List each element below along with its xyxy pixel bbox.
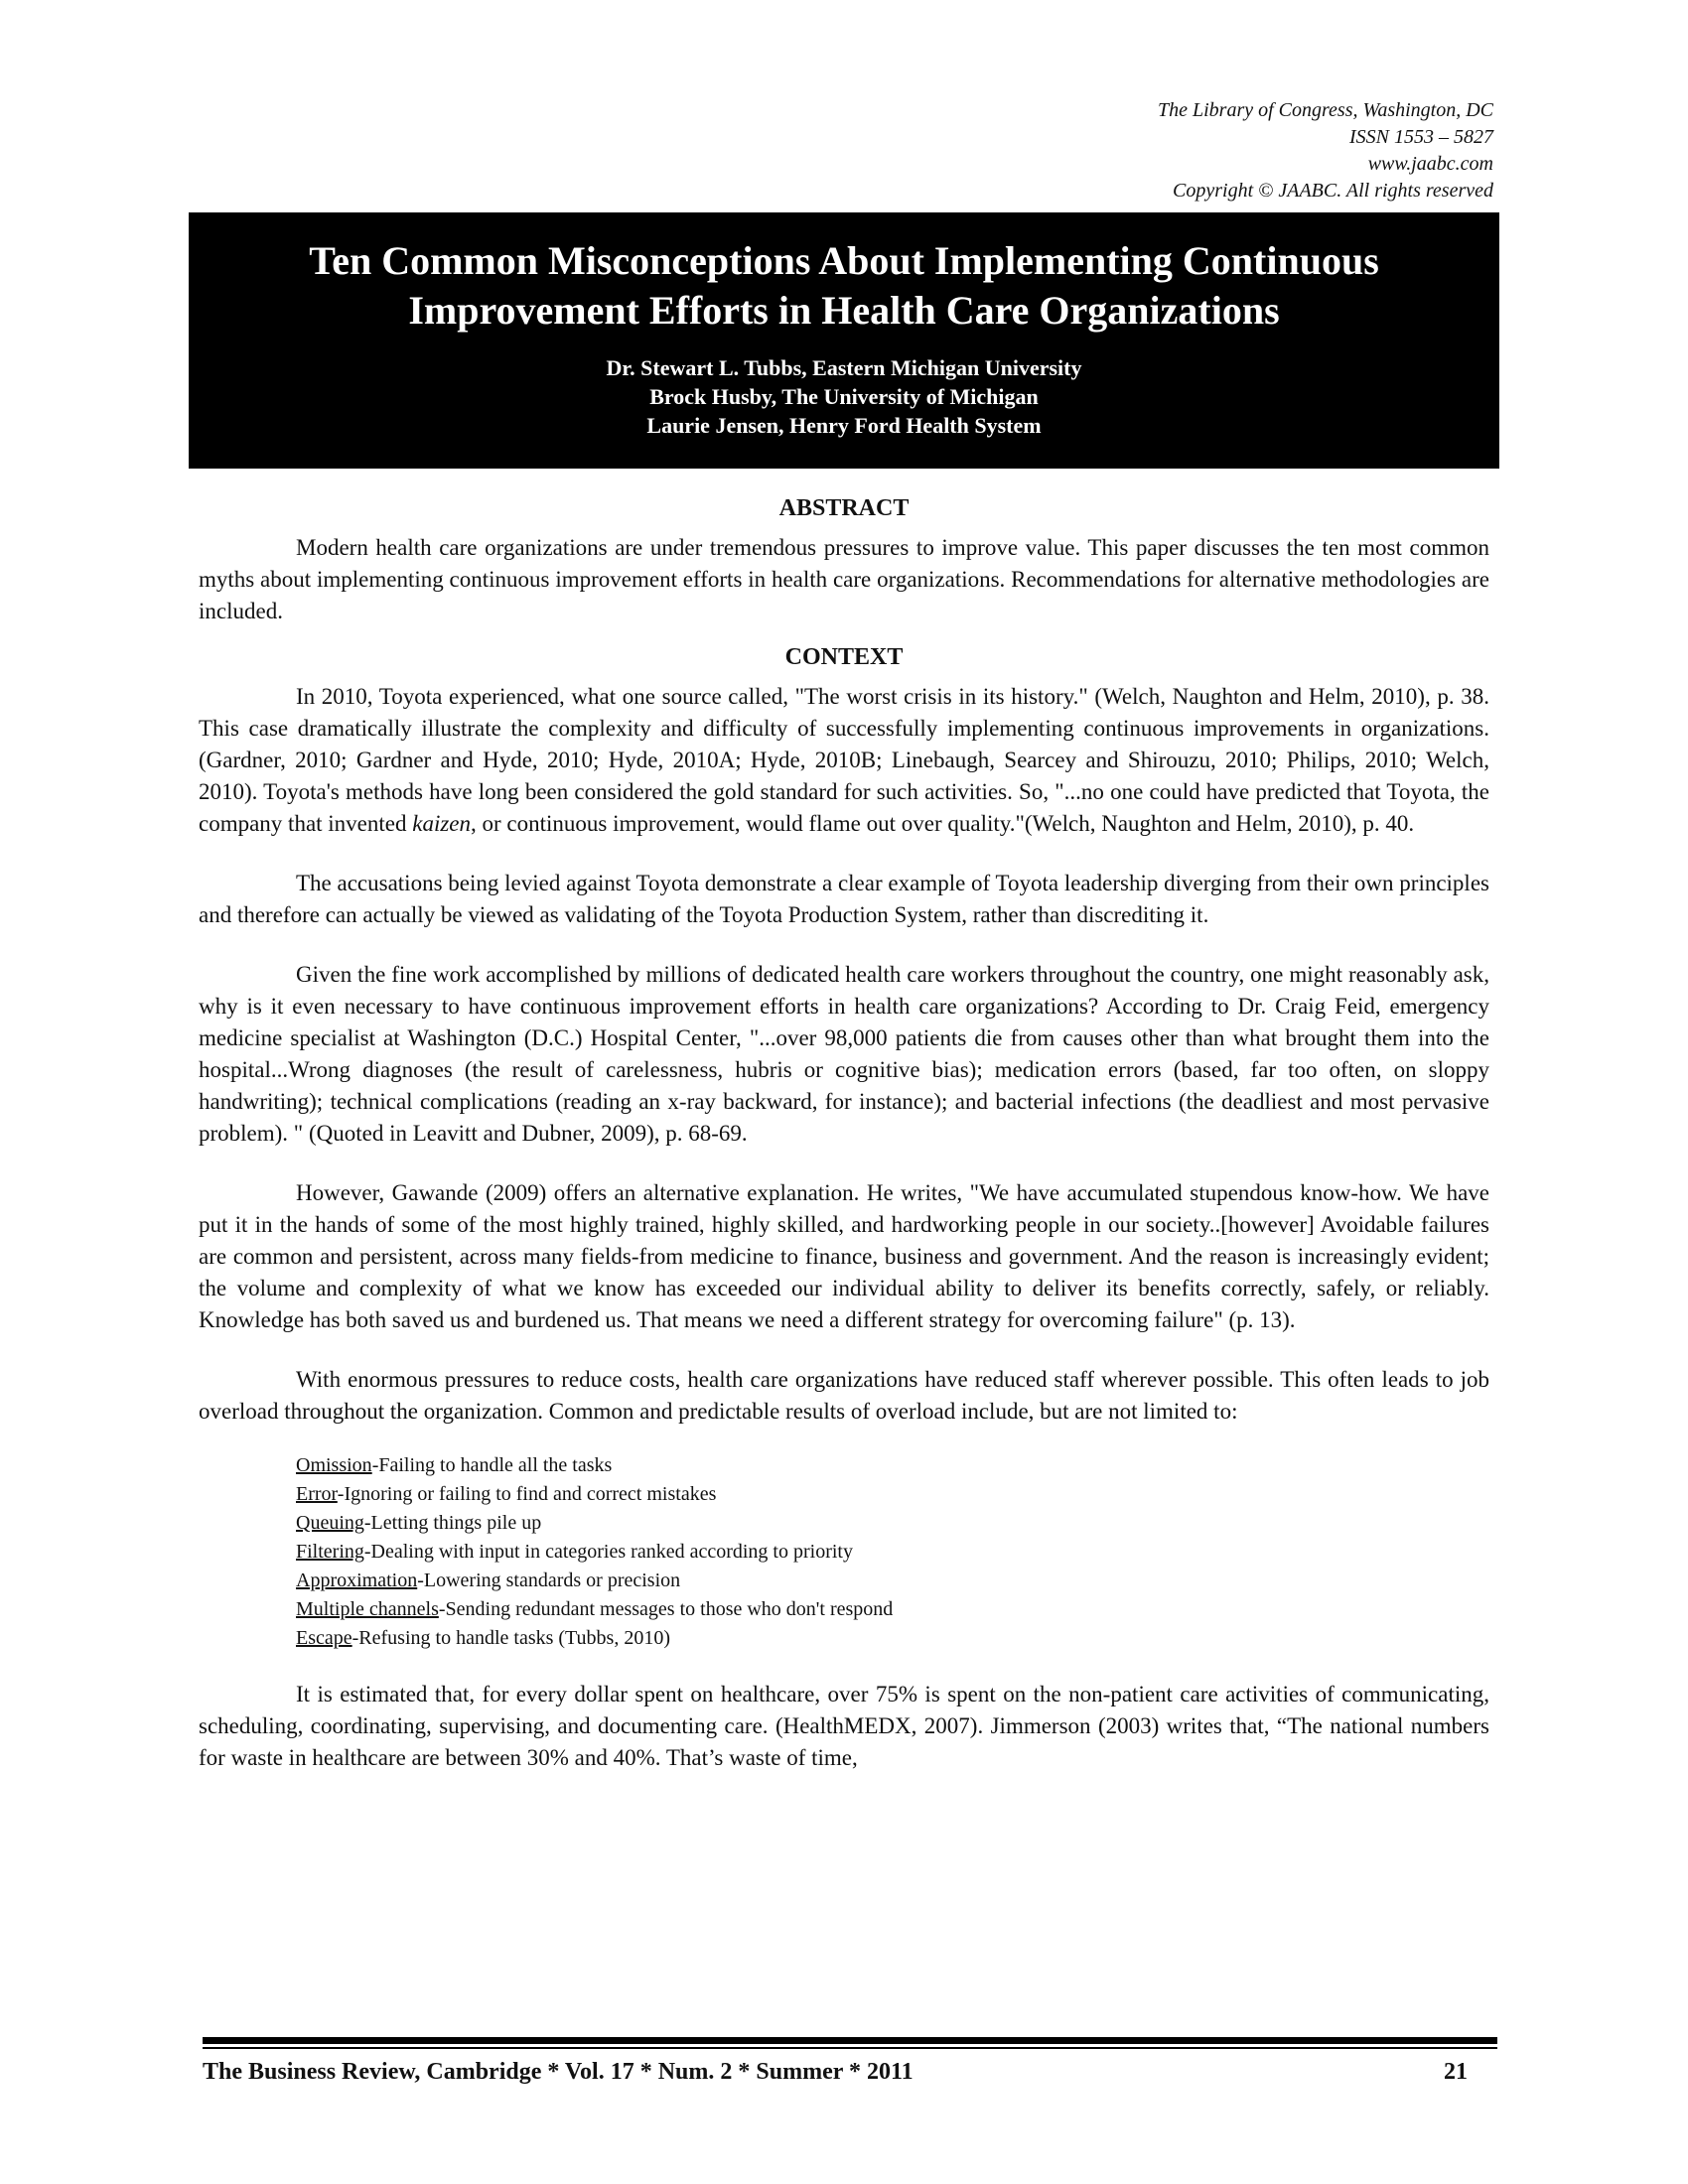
list-item — [296, 1595, 1489, 1624]
list-desc: -Dealing with input in categories ranked according to priority — [363, 1541, 853, 1563]
publication-info-line: ISSN 1553 – 5827 — [1349, 126, 1493, 148]
paper-title-line: Ten Common Misconceptions About Implementing Continuous — [309, 238, 1379, 283]
context-paragraph-6: It is estimated that, for every dollar spent on healthcare, over 75% is spent on the non-patient care activities of communicating, scheduling, coordinating, supervising, and documenting care. (HealthMEDX, 2007). Jimmerson (2003) writes that, “The national numbers for waste in healthcare are between 30% and 40%. That’s waste of time, — [199, 1682, 1489, 1770]
list-term: Filtering — [296, 1541, 364, 1563]
paragraph-text: In 2010, Toyota experienced, what one source called, "The worst crisis in its history." (Welch, Naughton and Helm, 2010), p. 38. This case dramatically illustrate the complexity and difficulty of successfully implementing continuous improvements in organizations. (Gardner, 2010; Gardner and Hyde, 2010; Hyde, 2010A; Hyde, 2010B; Linebaugh, Searcey and Shirouzu, 2010; Philips, 2010; Welch, 2010). Toyota's methods have long been considered the gold standard for such activities. So, "...no one could have predicted that Toyota, the company that invented — [199, 684, 1489, 836]
footer-rule — [203, 2037, 1497, 2044]
context-paragraph-3: Given the fine work accomplished by millions of dedicated health care workers throughout the country, one might reasonably ask, why is it even necessary to have continuous improvement efforts in health care organizations? According to Dr. Craig Feid, emergency medicine specialist at Washington (D.C.) Hospital Center, "...over 98,000 patients die from causes other than what brought them into the hospital...Wrong diagnoses (the result of carelessness, hubris or cognitive bias); medication errors (based, far too often, on sloppy handwriting); technical complications (reading an x-ray backward, for instance); and bacterial infections (the deadliest and most pervasive problem). " (Quoted in Leavitt and Dubner, 2009), p. 68-69. — [199, 962, 1489, 1146]
context-paragraph-4: However, Gawande (2009) offers an alternative explanation. He writes, "We have accumulated stupendous know-how. We have put it in the hands of some of the most highly trained, highly skilled, and hardworking people in our society..[however] Avoidable failures are common and persistent, across many fields-from medicine to finance, business and government. And the reason is increasingly evident; the volume and complexity of what we know has exceeded our individual ability to deliver its benefits correctly, safely, or reliably. Knowledge has both saved us and burdened us. That means we need a different strategy for overcoming failure" (p. 13). — [199, 1180, 1489, 1332]
author: Dr. Stewart L. Tubbs, Eastern Michigan University — [606, 355, 1082, 380]
context-paragraph-2: The accusations being levied against Toyota demonstrate a clear example of Toyota leadership diverging from their own principles and therefore can actually be viewed as validating of the Toyota Production System, rather than discrediting it. — [199, 871, 1489, 927]
context-heading: CONTEXT — [784, 644, 904, 670]
paper-body — [199, 492, 1489, 1802]
list-term: Queuing — [296, 1512, 364, 1534]
publication-info-line: The Library of Congress, Washington, DC — [1157, 99, 1493, 121]
footer-rule-thin — [203, 2047, 1497, 2049]
list-desc: -Lowering standards or precision — [417, 1570, 681, 1591]
publication-info — [1158, 97, 1493, 205]
publication-info-line: Copyright © JAABC. All rights reserved — [1173, 180, 1493, 202]
paper-title-line: Improvement Efforts in Health Care Organizations — [408, 288, 1280, 333]
list-term: Multiple channels — [296, 1598, 439, 1620]
title-banner — [189, 212, 1499, 469]
context-paragraph-1 — [199, 681, 1489, 840]
author: Laurie Jensen, Henry Ford Health System — [646, 413, 1042, 438]
list-item — [296, 1480, 1489, 1509]
list-desc: -Sending redundant messages to those who don't respond — [438, 1598, 894, 1620]
abstract-text: Modern health care organizations are under tremendous pressures to improve value. This paper discusses the ten most common myths about implementing continuous improvement efforts in health care organizations. Recommendations for alternative methodologies are included. — [199, 535, 1489, 623]
context-paragraph-5: With enormous pressures to reduce costs, health care organizations have reduced staff wherever possible. This often leads to job overload throughout the organization. Common and predictable results of overload include, but are not limited to: — [199, 1367, 1489, 1424]
list-item — [296, 1538, 1489, 1567]
list-term: Error — [296, 1483, 338, 1505]
list-term: Approximation — [296, 1570, 418, 1591]
abstract-heading: ABSTRACT — [778, 495, 910, 521]
list-item — [296, 1624, 1489, 1653]
list-desc: -Failing to handle all the tasks — [371, 1454, 613, 1476]
list-term: Escape — [296, 1627, 352, 1649]
list-desc: -Ignoring or failing to find and correct mistakes — [337, 1483, 717, 1505]
italic-term: kaizen — [412, 811, 472, 836]
journal-citation: The Business Review, Cambridge * Vol. 17 * Num. 2 * Summer * 2011 — [203, 2059, 914, 2085]
list-item — [296, 1567, 1489, 1595]
author-list — [189, 353, 1499, 440]
publication-info-line: www.jaabc.com — [1367, 153, 1493, 175]
author: Brock Husby, The University of Michigan — [649, 384, 1039, 409]
list-item — [296, 1509, 1489, 1538]
list-term: Omission — [296, 1454, 372, 1476]
paragraph-text: , or continuous improvement, would flame out over quality."(Welch, Naughton and Helm, 2010), p. 40. — [471, 811, 1415, 836]
overload-results-list — [296, 1451, 1489, 1653]
list-desc: -Letting things pile up — [363, 1512, 542, 1534]
list-desc: -Refusing to handle tasks (Tubbs, 2010) — [352, 1627, 671, 1649]
list-item — [296, 1451, 1489, 1480]
page-number: 21 — [1444, 2059, 1468, 2085]
